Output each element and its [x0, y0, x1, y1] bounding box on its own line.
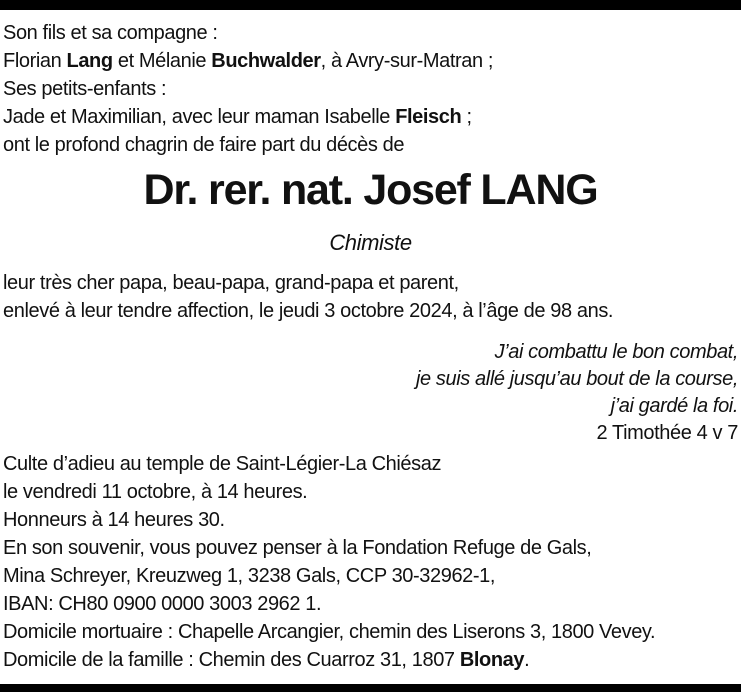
detail-line: IBAN: CH80 0900 0000 3003 2962 1. [3, 593, 322, 615]
detail-line: Mina Schreyer, Kreuzweg 1, 3238 Gals, CCP 30-32962-1, [3, 565, 496, 587]
ceremony-details-block [3, 450, 738, 674]
quote-line: je suis allé jusqu’au bout de la course, [416, 368, 738, 390]
intro-line: Jade et Maximilian, avec leur maman Isabelle Fleisch ; [3, 106, 472, 128]
intro-line: Florian Lang et Mélanie Buchwalder, à Avry-sur-Matran ; [3, 50, 494, 72]
tribute-line: leur très cher papa, beau-papa, grand-papa et parent, [3, 272, 459, 294]
detail-line: Domicile de la famille : Chemin des Cuarroz 31, 1807 Blonay. [3, 649, 530, 671]
intro-line: Son fils et sa compagne : [3, 22, 218, 44]
detail-line: Honneurs à 14 heures 30. [3, 509, 225, 531]
intro-line: ont le profond chagrin de faire part du décès de [3, 134, 405, 156]
quote-line: j’ai gardé la foi. [610, 395, 738, 417]
top-border-bar [0, 0, 741, 10]
detail-line: Domicile mortuaire : Chapelle Arcangier, chemin des Liserons 3, 1800 Vevey. [3, 621, 656, 643]
intro-line: Ses petits-enfants : [3, 78, 167, 100]
tribute-block [3, 269, 738, 325]
profession-subtitle: Chimiste [329, 230, 412, 255]
quote-reference: 2 Timothée 4 v 7 [596, 422, 738, 444]
bottom-border-bar [0, 684, 741, 692]
quote-line: J’ai combattu le bon combat, [494, 341, 738, 363]
deceased-name-title: Dr. rer. nat. Josef LANG [143, 166, 598, 214]
detail-line: le vendredi 11 octobre, à 14 heures. [3, 481, 308, 503]
family-intro-block [3, 10, 738, 159]
detail-line: Culte d’adieu au temple de Saint-Légier-La Chiésaz [3, 453, 442, 475]
scripture-quote-block [3, 339, 738, 447]
notice-content [0, 10, 741, 674]
tribute-line: enlevé à leur tendre affection, le jeudi 3 octobre 2024, à l’âge de 98 ans. [3, 300, 614, 322]
detail-line: En son souvenir, vous pouvez penser à la Fondation Refuge de Gals, [3, 537, 592, 559]
